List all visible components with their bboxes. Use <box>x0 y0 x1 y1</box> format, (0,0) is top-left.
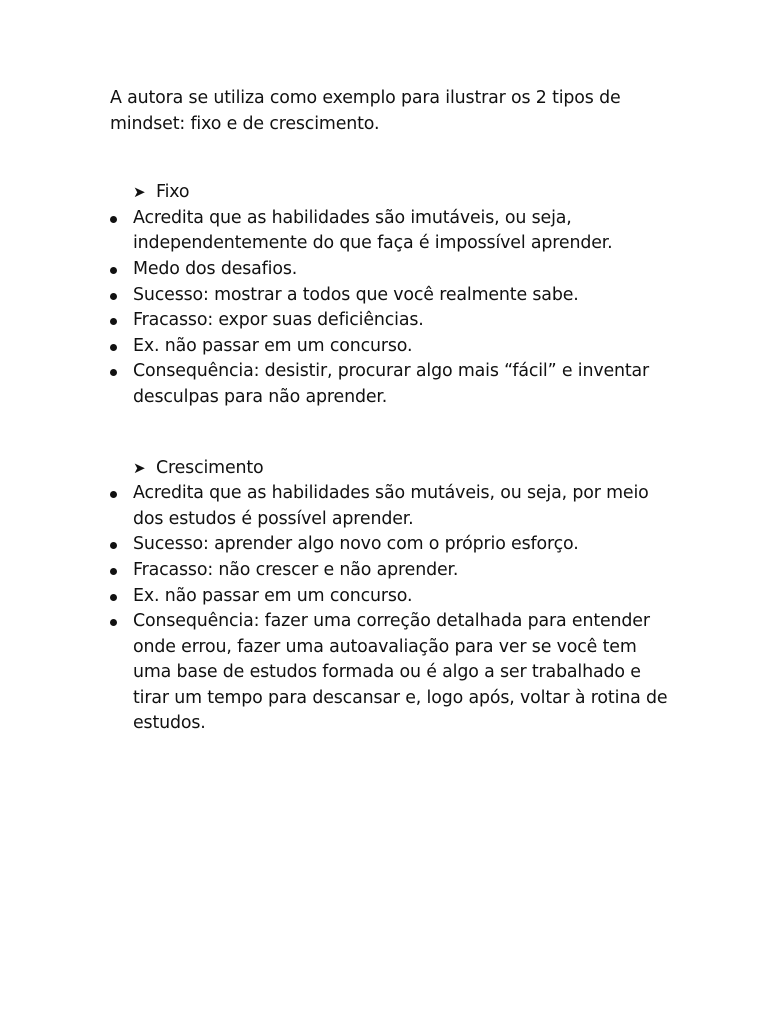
bullet-dot-icon <box>110 594 117 601</box>
list-item: Fracasso: expor suas deficiências. <box>110 308 670 334</box>
list-item: Acredita que as habilidades são imutáveis, ou seja, independentemente do que faça é impossível aprender. <box>110 206 670 257</box>
bullet-dot-icon <box>110 318 117 325</box>
section-heading-label: Fixo <box>156 182 190 203</box>
arrow-bullet-icon: ➤ <box>133 458 146 477</box>
bullet-dot-icon <box>110 369 117 376</box>
bullet-list-fixo <box>110 206 670 411</box>
bullet-dot-icon <box>110 491 117 498</box>
document-page <box>110 86 670 737</box>
section-heading-crescimento <box>110 456 670 482</box>
bullet-dot-icon <box>110 344 117 351</box>
list-item: Ex. não passar em um concurso. <box>110 584 670 610</box>
section-heading-fixo <box>110 180 670 206</box>
arrow-bullet-icon: ➤ <box>133 183 146 202</box>
bullet-dot-icon <box>110 568 117 575</box>
intro-paragraph: A autora se utiliza como exemplo para ilustrar os 2 tipos de mindset: fixo e de crescimento. <box>110 88 621 134</box>
section-heading-label: Crescimento <box>156 457 264 478</box>
bullet-dot-icon <box>110 293 117 300</box>
list-item: Sucesso: mostrar a todos que você realmente sabe. <box>110 283 670 309</box>
list-item: Acredita que as habilidades são mutáveis, ou seja, por meio dos estudos é possível aprender. <box>110 481 670 532</box>
bullet-dot-icon <box>110 619 117 626</box>
list-item: Consequência: desistir, procurar algo mais “fácil” e inventar desculpas para não aprender. <box>110 359 670 410</box>
bullet-dot-icon <box>110 542 117 549</box>
list-item: Sucesso: aprender algo novo com o próprio esforço. <box>110 532 670 558</box>
list-item: Medo dos desafios. <box>110 257 670 283</box>
list-item: Ex. não passar em um concurso. <box>110 334 670 360</box>
list-item: Fracasso: não crescer e não aprender. <box>110 558 670 584</box>
bullet-dot-icon <box>110 267 117 274</box>
list-item: Consequência: fazer uma correção detalhada para entender onde errou, fazer uma autoavaliação para ver se você tem uma base de estudos formada ou é algo a ser trabalhado e tirar um tempo para descansar e, logo após, voltar à rotina de estudos. <box>110 609 670 737</box>
bullet-list-crescimento <box>110 481 670 737</box>
bullet-dot-icon <box>110 216 117 223</box>
